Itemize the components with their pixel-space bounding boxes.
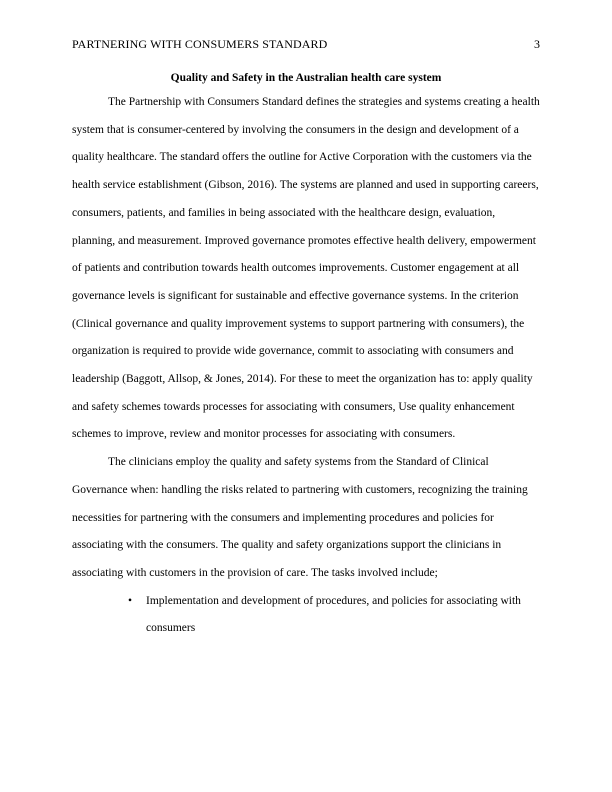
page-number: 3 xyxy=(534,37,540,51)
running-head: PARTNERING WITH CONSUMERS STANDARD xyxy=(72,37,328,51)
body-paragraph-2: The clinicians employ the quality and safety systems from the Standard of Clinical Governance when: handling the risks related to partnering with customers, recognizing the training necessities for partnering with the consumers and implementing procedures and policies for associating with the consumers. The quality and safety organizations support the clinicians in associating with customers in the provision of care. The tasks involved include; xyxy=(72,456,528,579)
bullet-list-item xyxy=(72,588,540,643)
bullet-list xyxy=(72,588,540,643)
document-title: Quality and Safety in the Australian health care system xyxy=(170,72,442,84)
body-paragraph-1: The Partnership with Consumers Standard defines the strategies and systems creating a health system that is consumer-centered by involving the consumers in the design and development of a quality healthcare. The standard offers the outline for Active Corporation with the customers via the health service establishment (Gibson, 2016). The systems are planned and used in supporting careers, consumers, patients, and families in being associated with the healthcare design, evaluation, planning, and measurement. Improved governance promotes effective health delivery, empowerment of patients and contribution towards health outcomes improvements. Customer engagement at all governance levels is significant for sustainable and effective governance systems. In the criterion (Clinical governance and quality improvement systems to support partnering with consumers), the organization is required to provide wide governance, commit to associating with consumers and leadership (Baggott, Allsop, & Jones, 2014). For these to meet the organization has to: apply quality and safety schemes towards processes for associating with consumers, Use quality enhancement schemes to improve, review and monitor processes for associating with consumers. xyxy=(72,96,540,441)
bullet-icon: • xyxy=(128,594,133,607)
document-body xyxy=(72,67,540,643)
bullet-text: Implementation and development of procedures, and policies for associating with consumers xyxy=(146,594,521,635)
